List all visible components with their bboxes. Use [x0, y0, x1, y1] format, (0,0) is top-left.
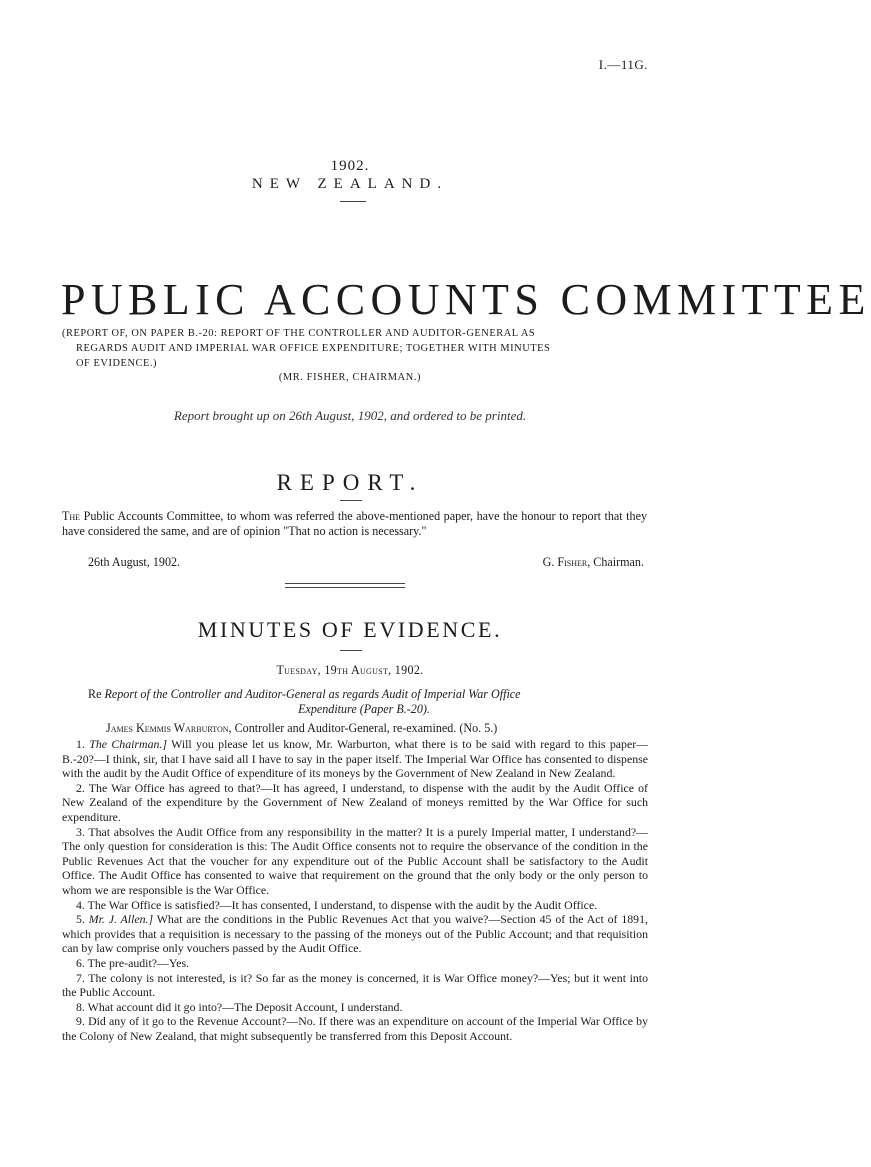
report-brought-up-note: Report brought up on 26th August, 1902, and ordered to be printed. — [173, 408, 527, 423]
witness-line — [106, 721, 646, 736]
signatory-name: G. Fisher, — [542, 555, 591, 569]
evidence-item — [62, 956, 648, 971]
evidence-item — [62, 781, 648, 825]
item-text: What account did it go into?—The Deposit Account, I understand. — [87, 999, 403, 1014]
item-number: 6. — [76, 955, 85, 970]
evidence-item — [62, 825, 648, 898]
subtitle-line-3: OF EVIDENCE.) — [76, 358, 158, 369]
country-heading: NEW ZEALAND. — [251, 176, 449, 192]
document-year: 1902. — [330, 158, 370, 174]
minutes-heading: MINUTES OF EVIDENCE. — [197, 617, 503, 642]
witness-name: James Kemmis Warburton, — [106, 721, 232, 735]
item-text: That absolves the Audit Office from any responsibility in the matter? It is a purely Imperial matter, I understand?—The only question for consideration is this: The Audit Office consents not to require the observance of the condition in the Public Revenues Act that the voucher for any expenditure out of the Public Account shall be satisfactory to the Audit Office. The Audit Office has consented to waive that requirement on the ground that the only body or the only person to whom we are responsible is the War Office. — [62, 824, 648, 897]
item-number: 1. — [76, 737, 85, 751]
evidence-item — [62, 1000, 648, 1015]
item-speaker: The Chairman.] — [89, 737, 167, 751]
evidence-item — [62, 898, 648, 913]
subtitle-line-2: REGARDS AUDIT AND IMPERIAL WAR OFFICE EXPENDITURE; TOGETHER WITH MINUTES — [76, 343, 551, 354]
report-body — [62, 509, 647, 539]
evidence-item — [62, 737, 648, 781]
document-subtitle — [62, 326, 652, 371]
divider-report — [340, 500, 362, 501]
report-date: 26th August, 1902. — [88, 555, 181, 569]
item-number: 4. — [76, 897, 85, 912]
divider-minutes — [340, 650, 362, 651]
item-text: What are the conditions in the Public Revenues Act that you waive?—Section 45 of the Act of 1891, which provides that a requisition is necessary to the passing of the moneys out of the Public Account; and that requisition can by law comprise only vouchers passed by the Audit Office. — [62, 912, 648, 956]
divider-short — [340, 201, 366, 202]
item-text: The War Office is satisfied?—It has consented, I understand, to dispense with the audit by the Audit Office. — [87, 897, 598, 912]
item-speaker: Mr. J. Allen.] — [88, 912, 154, 927]
report-text: Public Accounts Committee, to whom was referred the above-mentioned paper, have the honour to report that they have considered the same, and are of opinion "That no action is necessary." — [62, 509, 648, 538]
divider-double-bottom — [285, 587, 405, 588]
item-text: Will you please let us know, Mr. Warburton, what there is to be said with regard to this paper—B.-20?—I think, sir, that I have said all I have to say in the paper itself. The Imperial War Office has consented to dispense with the audit by the Audit Office of expenditure of its moneys by the Government of New Zealand in New Zealand. — [62, 737, 648, 781]
subject-line — [88, 687, 648, 717]
chairman-note: (MR. FISHER, CHAIRMAN.) — [278, 372, 422, 383]
report-heading: REPORT. — [276, 470, 424, 495]
evidence-item — [62, 912, 648, 956]
item-number: 7. — [76, 970, 85, 985]
item-number: 2. — [76, 780, 85, 795]
evidence-list — [62, 737, 648, 1043]
evidence-item — [62, 1014, 648, 1043]
report-signature — [543, 555, 644, 570]
item-number: 9. — [76, 1014, 85, 1029]
page-reference: I.—11G. — [598, 57, 648, 72]
item-text: The War Office has agreed to that?—It has agreed, I understand, to dispense with the audit by the Audit Office of New Zealand of the expenditure by the Government of New Zealand of moneys remitted by the War Office for such expenditure. — [62, 780, 648, 824]
subject-line-1: Report of the Controller and Auditor-General as regards Audit of Imperial War Office — [104, 687, 521, 701]
report-signature-row — [88, 555, 644, 570]
signatory-role: Chairman. — [593, 555, 644, 569]
item-number: 5. — [76, 912, 85, 927]
subject-prefix: Re — [88, 687, 102, 701]
evidence-item — [62, 971, 648, 1000]
subtitle-line-1: (REPORT OF, ON PAPER B.-20: REPORT OF THE CONTROLLER AND AUDITOR-GENERAL AS — [62, 328, 536, 339]
session-date: Tuesday, 19th August, 1902. — [276, 663, 424, 677]
item-number: 3. — [76, 824, 85, 839]
subject-line-2: Expenditure (Paper B.-20). — [298, 702, 430, 716]
divider-double-top — [285, 583, 405, 584]
item-text: Did any of it go to the Revenue Account?—No. If there was an expenditure on account of the Imperial War Office by the Colony of New Zealand, that might subsequently be transferred from this Deposit Account. — [62, 1014, 648, 1043]
report-lead-word: The — [62, 509, 81, 523]
document-title: PUBLIC ACCOUNTS COMMITTEE — [61, 275, 871, 324]
witness-description: Controller and Auditor-General, re-examined. (No. 5.) — [234, 721, 498, 735]
item-text: The pre-audit?—Yes. — [87, 955, 190, 970]
item-number: 8. — [76, 999, 85, 1014]
item-text: The colony is not interested, is it? So far as the money is concerned, it is War Office money?—Yes; but it went into the Public Account. — [62, 970, 648, 1000]
